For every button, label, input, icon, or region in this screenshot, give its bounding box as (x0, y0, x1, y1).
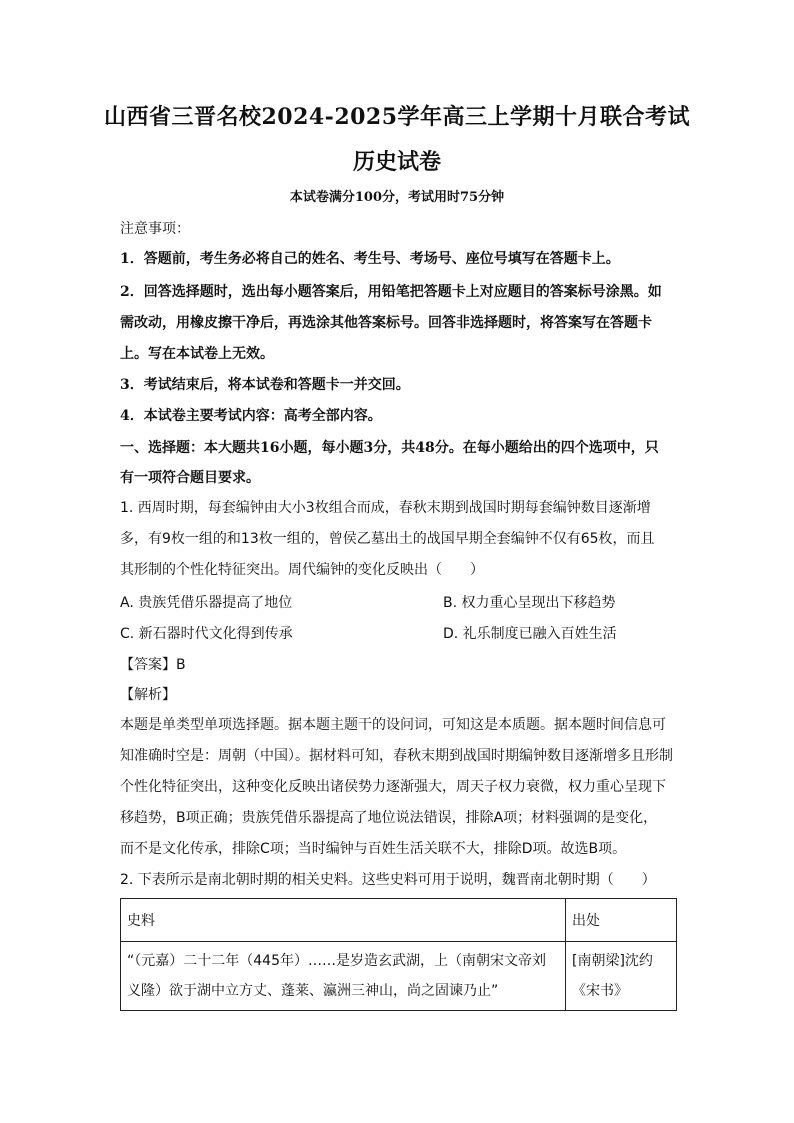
table-header-origin: 出处 (566, 899, 677, 942)
origin-author: [南朝梁]沈约 (572, 953, 653, 969)
exam-subject-title: 历史试卷 (352, 149, 441, 175)
note-item: 2．回答选择题时，选出每小题答案后，用铅笔把答题卡上对应题目的答案标号涂黑。如 (120, 284, 662, 300)
q1-analysis: 本题是单类型单项选择题。据本题主题干的设问词，可知这是本质题。据本题时间信息可 (120, 717, 666, 733)
note-item: 1．答题前，考生务必将自己的姓名、考生号、考场号、座位号填写在答题卡上。 (120, 251, 620, 267)
q1-analysis-label: 【解析】 (120, 687, 176, 703)
note-item: 需改动，用橡皮擦干净后，再选涂其他答案标号。回答非选择题时，将答案写在答题卡 (120, 315, 652, 331)
q1-stem: 1. 西周时期，每套编钟由大小3枚组合而成，春秋末期到战国时期每套编钟数目逐渐增 (120, 500, 651, 516)
note-item: 3．考试结束后，将本试卷和答题卡一并交回。 (120, 377, 410, 393)
q1-option-c: C. 新石器时代文化得到传承 (120, 626, 293, 642)
q1-analysis: 移趋势，B项正确；贵族凭借乐器提高了地位说法错误，排除A项；材料强调的是变化， (120, 810, 658, 826)
q2-source-table (120, 898, 677, 1011)
section-heading: 一、选择题：本大题共16小题，每小题3分，共48分。在每小题给出的四个选项中，只 (120, 440, 659, 456)
q1-option-a: A. 贵族凭借乐器提高了地位 (120, 595, 293, 611)
note-item: 上。写在本试卷上无效。 (120, 346, 274, 362)
source-text-line: “（元嘉）二十二年（445年）……是岁造玄武湖，上（南朝宋文帝刘 (127, 953, 546, 969)
q1-answer: 【答案】B (120, 657, 186, 673)
table-cell-origin (566, 942, 677, 1011)
q2-stem: 2. 下表所示是南北朝时期的相关史料。这些史料可用于说明，魏晋南北朝时期（ ） (120, 872, 656, 888)
q1-analysis: 而不是文化传承，排除C项；当时编钟与百姓生活关联不大，排除D项。故选B项。 (120, 841, 627, 857)
table-row (121, 942, 677, 1011)
table-cell-source (121, 942, 566, 1011)
q1-option-b: B. 权力重心呈现出下移趋势 (443, 595, 616, 611)
section-heading-cont: 有一项符合题目要求。 (120, 470, 260, 486)
origin-book: 《宋书》 (572, 983, 628, 999)
q1-analysis: 知准确时空是：周朝（中国）。据材料可知，春秋末期到战国时期编钟数目逐渐增多且形制 (120, 748, 673, 764)
note-item: 4．本试卷主要考试内容：高考全部内容。 (120, 408, 382, 424)
q1-option-d: D. 礼乐制度已融入百姓生活 (443, 626, 617, 642)
q1-analysis: 个性化特征突出，这种变化反映出诸侯势力逐渐强大，周天子权力衰微，权力重心呈现下 (120, 779, 666, 795)
table-header-source: 史料 (121, 899, 566, 942)
q1-stem: 多，有9枚一组的和13枚一组的，曾侯乙墓出土的战国早期全套编钟不仅有65枚，而且 (120, 531, 655, 547)
source-text-line: 义隆）欲于湖中立方丈、蓬莱、瀛洲三神山，尚之固谏乃止” (127, 983, 499, 999)
notes-heading: 注意事项： (120, 221, 190, 237)
exam-time-note: 本试卷满分100分，考试用时75分钟 (289, 190, 505, 205)
exam-title: 山西省三晋名校2024-2025学年高三上学期十月联合考试 (103, 104, 691, 130)
q1-stem: 其形制的个性化特征突出。周代编钟的变化反映出（ ） (120, 562, 484, 578)
